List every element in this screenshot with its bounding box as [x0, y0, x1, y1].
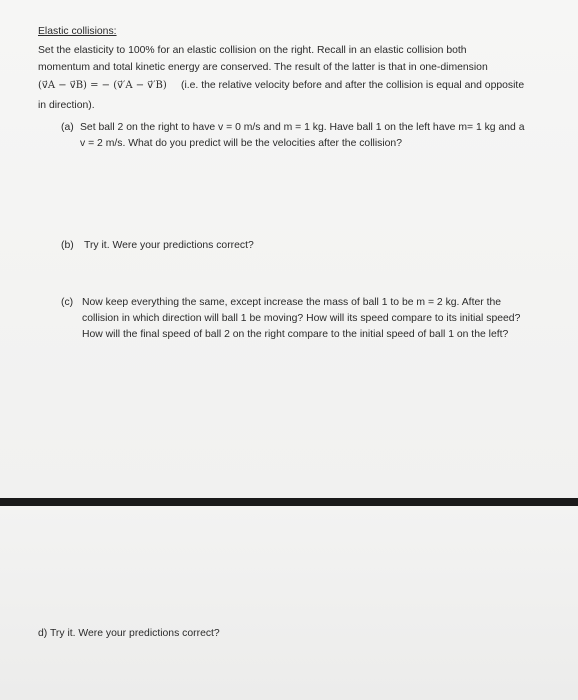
page-divider [0, 498, 578, 506]
part-a-line-2: v = 2 m/s. What do you predict will be the velocities after the collision? [80, 138, 402, 149]
part-c-line-1: Now keep everything the same, except increase the mass of ball 1 to be m = 2 kg. After the [82, 297, 502, 308]
intro-line-2: momentum and total kinetic energy are conserved. The result of the latter is that in one-dimension [38, 62, 488, 73]
intro-line-1: Set the elasticity to 100% for an elastic collision on the right. Recall in an elastic collision both [38, 45, 467, 56]
intro-line-4: in direction). [38, 100, 95, 111]
part-b-marker: (b) [61, 240, 74, 251]
part-d-text: d) Try it. Were your predictions correct? [38, 628, 220, 639]
intro-line-3: (i.e. the relative velocity before and after the collision is equal and opposite [181, 80, 525, 91]
part-a-marker: (a) [61, 122, 74, 133]
part-b-text: Try it. Were your predictions correct? [84, 240, 254, 251]
section-heading: Elastic collisions: [38, 26, 117, 37]
relative-velocity-equation: (v⃗A − v⃗B) = − (v⃗′A − v⃗′B) [38, 80, 167, 91]
part-c-marker: (c) [61, 297, 74, 308]
worksheet-page-bottom [0, 506, 578, 700]
part-c-line-2: collision in which direction will ball 1 be moving? How will its speed compare to its initial speed? [82, 313, 521, 324]
part-c-line-3: How will the final speed of ball 2 on the right compare to the initial speed of ball 1 on the left? [82, 329, 509, 340]
part-a-line-1: Set ball 2 on the right to have v = 0 m/s and m = 1 kg. Have ball 1 on the left have m= 1 kg and a [80, 122, 525, 133]
